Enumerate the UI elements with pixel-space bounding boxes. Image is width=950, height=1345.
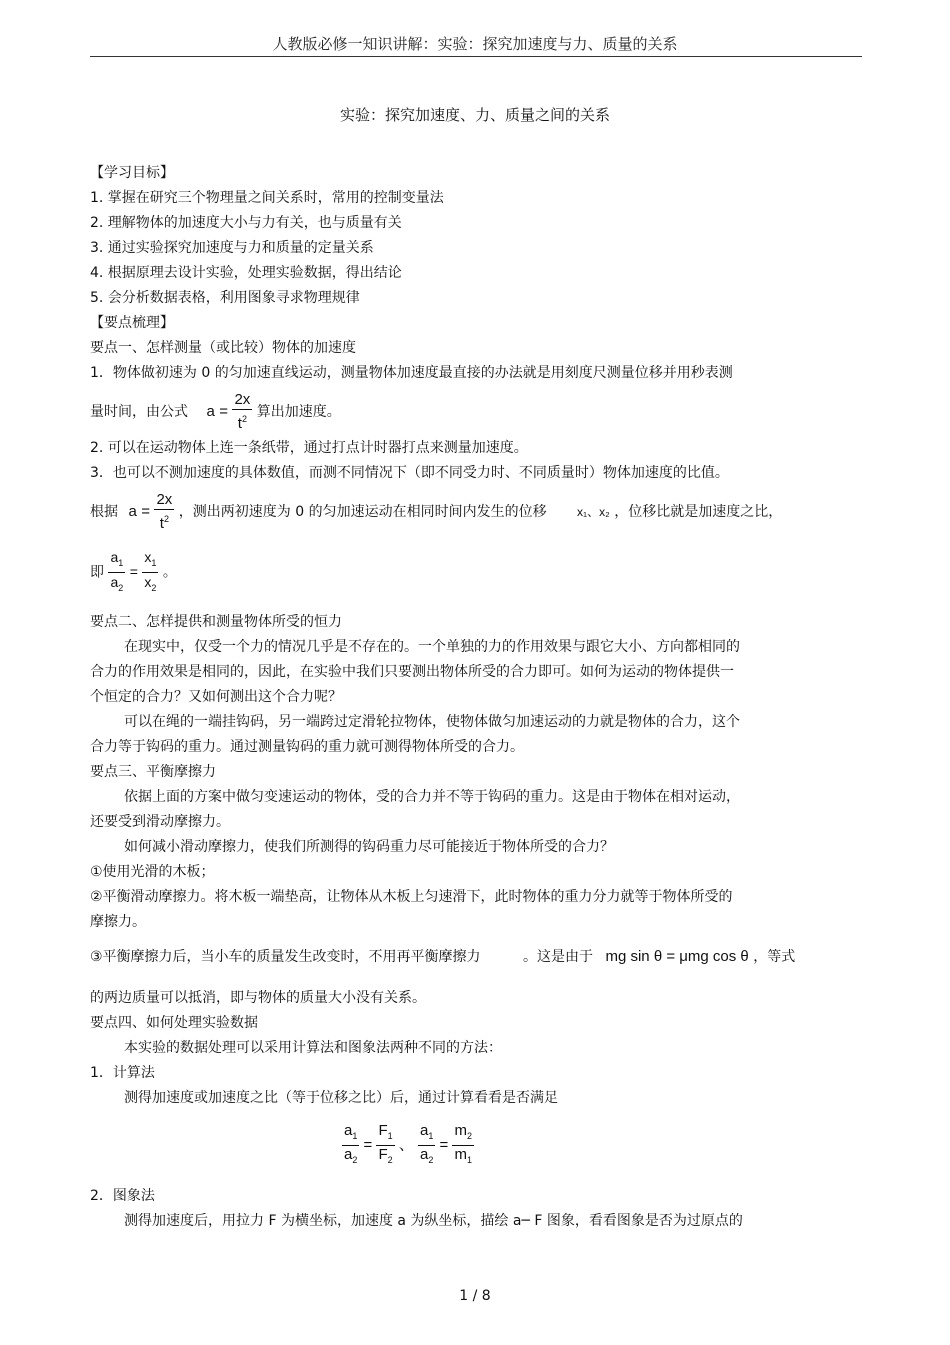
point1-line1: 1．物体做初速为 0 的匀加速直线运动，测量物体加速度最直接的办法就是用刻度尺测量位移并用秒表测: [90, 365, 733, 381]
a1: a: [344, 1122, 353, 1139]
point3-para: 还要受到滑动摩擦力。: [90, 814, 230, 830]
text: ③平衡摩擦力后，当小车的质量发生改变时，不用再平衡摩擦力: [90, 949, 481, 965]
text: 算出加速度。: [256, 404, 341, 420]
point2-para: 合力等于钩码的重力。通过测量钩码的重力就可测得物体所受的合力。: [90, 739, 524, 755]
ratio-den: [376, 1146, 394, 1169]
ratio-a: [108, 548, 125, 597]
separator: 、: [398, 1136, 414, 1154]
a2: a: [344, 1146, 353, 1163]
ratio-num: [376, 1122, 394, 1146]
point3-para: 如何减小滑动摩擦力，使我们所测得的钩码重力尽可能接近于物体所受的合力？: [124, 839, 614, 855]
exponent: 2: [241, 414, 247, 424]
ratio-den: [108, 573, 125, 597]
point1-heading: 要点一、怎样测量（或比较）物体的加速度: [90, 340, 356, 356]
a2: a: [110, 573, 119, 590]
a2: a: [420, 1146, 429, 1163]
sub: 2: [352, 1155, 358, 1165]
formula-eq: =: [439, 1136, 449, 1154]
goal-item: 2. 理解物体的加速度大小与力有关，也与质量有关: [90, 215, 402, 231]
formula-a: a: [128, 503, 137, 520]
page-number: 1 / 8: [459, 1288, 491, 1304]
point2-para: 可以在绳的一端挂钩码，另一端跨过定滑轮拉物体，使物体做匀加速运动的力就是物体的合力，这个: [124, 714, 740, 730]
point1-line6: [90, 548, 177, 592]
ratio-den: [418, 1146, 435, 1169]
a1: a: [110, 549, 119, 565]
point3-item: ②平衡滑动摩擦力。将木板一端垫高，让物体从木板上匀速滑下，此时物体的重力分力就等于物体所受的: [90, 889, 733, 905]
text: ，测出两初速度为 0 的匀加速运动在相同时间内发生的位移: [178, 504, 547, 520]
ratio-num: [342, 1122, 359, 1146]
formula-fraction: [154, 491, 174, 533]
sub: 1: [352, 1131, 358, 1141]
method-heading: 1．计算法: [90, 1065, 155, 1081]
point2-para: 在现实中，仅受一个力的情况几乎是不存在的。一个单独的力的作用效果与跟它大小、方向都相同的: [124, 639, 740, 655]
m2: m: [454, 1122, 467, 1139]
sub: 1: [428, 1131, 434, 1141]
formula-numerator: 2x: [234, 391, 251, 408]
page-header: 人教版必修一知识讲解：实验：探究加速度与力、质量的关系: [272, 35, 678, 53]
den-t: t: [159, 515, 164, 532]
sub: 1: [151, 557, 157, 568]
sub: 2: [118, 582, 124, 593]
text: 。: [162, 564, 177, 581]
ratio-num: [418, 1122, 435, 1146]
point3-item3: [90, 947, 795, 967]
goal-item: 1. 掌握在研究三个物理量之间关系时，常用的控制变量法: [90, 190, 444, 206]
goals-heading: 【学习目标】: [90, 165, 174, 181]
point1-line3: 2. 可以在运动物体上连一条纸带，通过打点计时器打点来测量加速度。: [90, 440, 528, 456]
ratio-den: [342, 1146, 359, 1169]
formula-eq: =: [129, 563, 138, 580]
formula-eq: =: [141, 503, 151, 520]
point2-para: 个恒定的合力？又如何测出这个合力呢？: [90, 689, 342, 705]
ratio-den: [142, 573, 158, 597]
point2-para: 合力的作用效果是相同的，因此，在实验中我们只要测出物体所受的合力即可。如何为运动的物体提供一: [90, 664, 734, 680]
sub: 2: [466, 1131, 472, 1141]
exponent: 2: [163, 514, 169, 524]
point4-para: 本实验的数据处理可以采用计算法和图象法两种不同的方法：: [124, 1040, 502, 1056]
text: 量时间，由公式: [90, 404, 188, 420]
formula-numerator: 2x: [156, 491, 173, 508]
F2: F: [378, 1146, 388, 1163]
formula-fraction: [232, 391, 252, 433]
method-heading: 2．图象法: [90, 1188, 155, 1204]
sub: 1: [466, 1155, 472, 1165]
sub: 1: [118, 557, 124, 568]
ratio-num: [142, 548, 158, 573]
summary-heading: 【要点梳理】: [90, 315, 174, 331]
F1: F: [378, 1122, 388, 1139]
sub: 2: [151, 582, 157, 593]
point1-line5: [90, 490, 782, 534]
sub: 2: [428, 1155, 434, 1165]
point4-para: 测得加速度后，用拉力 F 为横坐标，加速度 a 为纵坐标，描绘 a─ F 图象，看看图象是否为过原点的: [124, 1213, 743, 1229]
point3-item: 摩擦力。: [90, 914, 146, 930]
formula-eq: =: [219, 403, 229, 420]
point3-para: 的两边质量可以抵消，即与物体的质量大小没有关系。: [90, 990, 426, 1006]
point1-line4: 3．也可以不测加速度的具体数值，而测不同情况下（即不同受力时、不同质量时）物体加速度的比值。: [90, 465, 729, 481]
point4-heading: 要点四、如何处理实验数据: [90, 1015, 258, 1031]
a1: a: [420, 1122, 429, 1139]
text: 即: [90, 564, 104, 581]
den-t: t: [237, 415, 242, 432]
ratio-F: [376, 1122, 394, 1169]
ratio-den: [452, 1146, 474, 1169]
point2-heading: 要点二、怎样提供和测量物体所受的恒力: [90, 614, 342, 630]
text: ，位移比就是加速度之比，: [614, 504, 783, 520]
point3-item: ①使用光滑的木板；: [90, 864, 215, 880]
ratio-a: [418, 1122, 435, 1169]
point3-para: 依据上面的方案中做匀变速运动的物体，受的合力并不等于钩码的重力。这是由于物体在相对运动，: [124, 789, 740, 805]
formula-eq: =: [363, 1136, 373, 1154]
point1-line2: [90, 390, 341, 434]
x2: x: [144, 573, 152, 590]
text: 。这是由于: [523, 949, 594, 965]
text: ，等式: [753, 949, 796, 965]
ratio-m: [452, 1122, 474, 1169]
formula-denominator: [154, 510, 174, 533]
ratio-x: [142, 548, 158, 597]
point4-para: 测得加速度或加速度之比（等于位移之比）后，通过计算看看是否满足: [124, 1090, 558, 1106]
displacements: x₁、x₂: [577, 505, 610, 519]
sub: 2: [387, 1155, 393, 1165]
ratio-num: [108, 548, 125, 573]
m1: m: [454, 1146, 467, 1163]
formula-a: a: [206, 403, 215, 420]
x1: x: [144, 549, 152, 565]
header-rule: [90, 56, 862, 57]
goal-item: 3. 通过实验探究加速度与力和质量的定量关系: [90, 240, 374, 256]
goal-item: 5. 会分析数据表格，利用图象寻求物理规律: [90, 290, 360, 306]
document-title: 实验：探究加速度、力、质量之间的关系: [339, 106, 610, 124]
sub: 1: [387, 1131, 393, 1141]
ratio-equations: [342, 1122, 474, 1169]
ratio-num: [452, 1122, 474, 1146]
text: 根据: [90, 504, 118, 520]
formula-denominator: [232, 410, 252, 433]
goal-item: 4. 根据原理去设计实验，处理实验数据，得出结论: [90, 265, 402, 281]
ratio-a: [342, 1122, 359, 1169]
friction-equation: mg sin θ = μmg cos θ: [605, 948, 749, 965]
point3-heading: 要点三、平衡摩擦力: [90, 764, 216, 780]
